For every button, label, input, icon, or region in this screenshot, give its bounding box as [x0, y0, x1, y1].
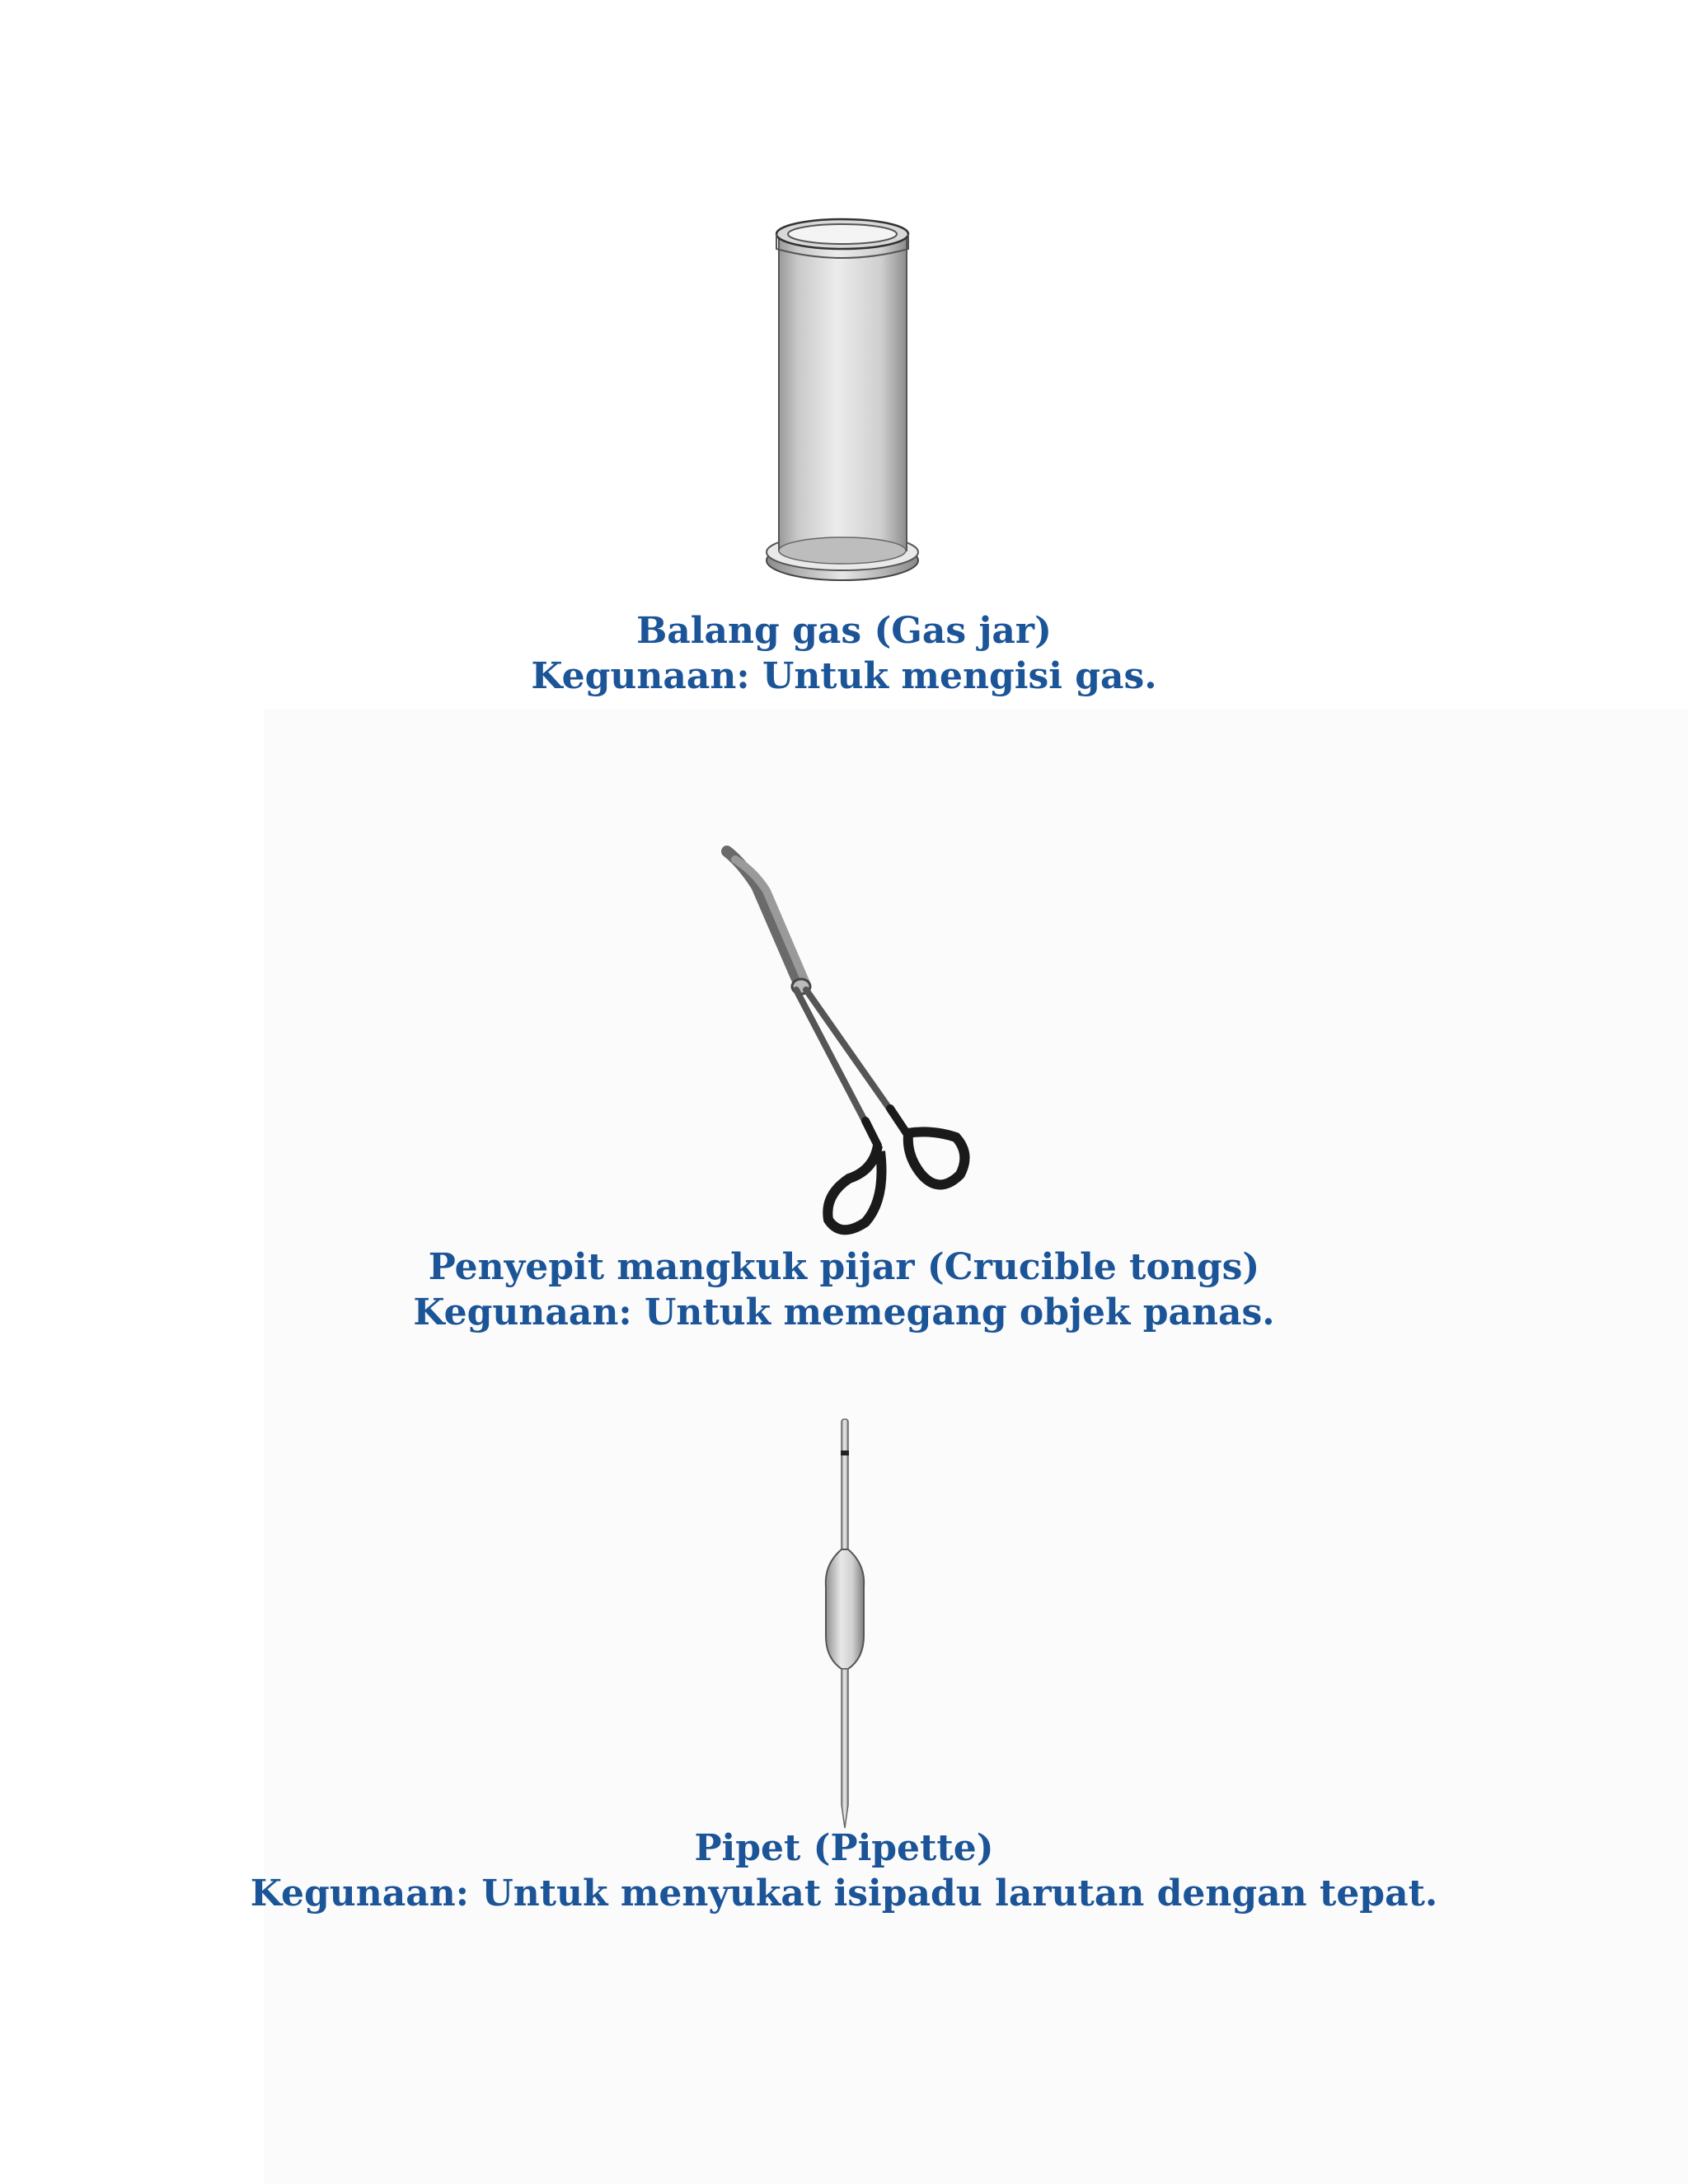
gas-jar-illustration: [762, 216, 923, 587]
apparatus-name: Penyepit mangkuk pijar (Crucible tongs): [428, 1246, 1260, 1288]
apparatus-usage: Kegunaan: Untuk memegang objek panas.: [413, 1291, 1275, 1333]
apparatus-name: Balang gas (Gas jar): [636, 610, 1052, 652]
apparatus-usage: Kegunaan: Untuk mengisi gas.: [531, 655, 1157, 697]
apparatus-name: Pipet (Pipette): [694, 1827, 994, 1869]
page-background: [264, 709, 1688, 2184]
pipette-illustration: [816, 1418, 874, 1830]
crucible-tongs-illustration: [709, 845, 973, 1240]
apparatus-usage: Kegunaan: Untuk menyukat isipadu larutan dengan tepat.: [250, 1872, 1438, 1915]
